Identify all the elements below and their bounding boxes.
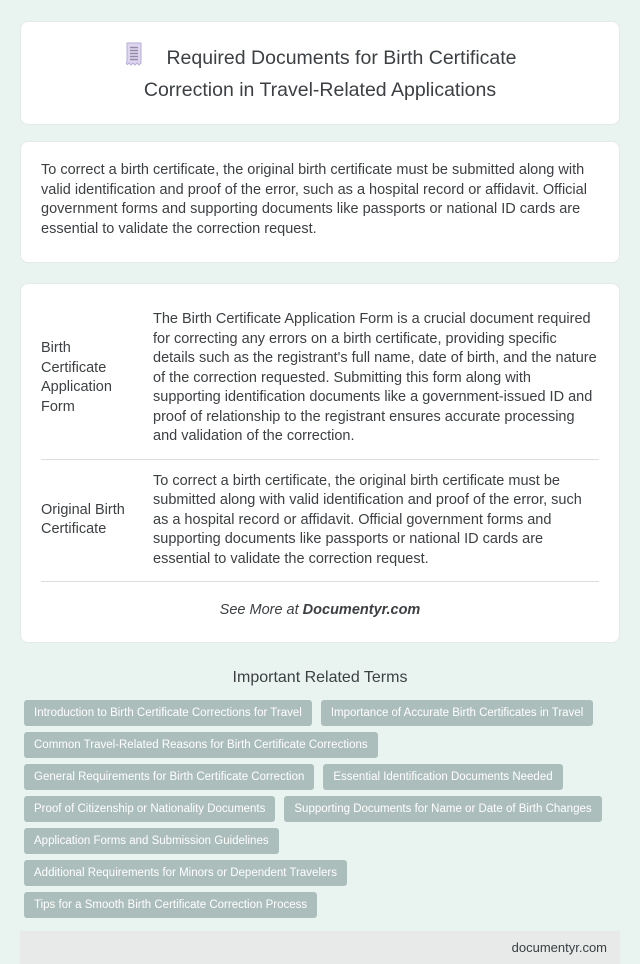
tag-tips-smooth-process[interactable]: Tips for a Smooth Birth Certificate Correction Process: [24, 892, 317, 918]
footer-site-name: documentyr.com: [511, 940, 607, 955]
page-title-text: Required Documents for Birth Certificate Correction in Travel-Related Applications: [143, 47, 517, 101]
see-more-prefix: See More at: [219, 602, 303, 618]
tag-row: [24, 828, 616, 854]
table-row: [41, 459, 599, 582]
tag-supporting-documents[interactable]: Supporting Documents for Name or Date of Birth Changes: [284, 796, 601, 822]
intro-card: [20, 141, 620, 263]
tag-essential-identification[interactable]: Essential Identification Documents Needed: [323, 764, 562, 790]
document-description: The Birth Certificate Application Form is a crucial document required for correcting any errors on a birth certificate, providing specific details such as the registrant's full name, date of birth, and the nature of the correction requested. Submitting this form along with supporting identification documents like a government-issued ID and proof of relationship to the registrant ensures accurate processing and validation of the correction.: [153, 298, 599, 459]
document-description: To correct a birth certificate, the original birth certificate must be submitted along with valid identification and proof of the error, such as a hospital record or affidavit. Official government forms and supporting documents like passports or national ID cards are essential to validate the correction request.: [153, 459, 599, 582]
tag-introduction-corrections[interactable]: Introduction to Birth Certificate Corrections for Travel: [24, 700, 312, 726]
tag-row: [24, 764, 616, 790]
receipt-icon: [123, 42, 144, 76]
document-name: Birth Certificate Application Form: [41, 298, 153, 459]
intro-text: To correct a birth certificate, the original birth certificate must be submitted along with valid identification and proof of the error, such as a hospital record or affidavit. Official government forms and supporting documents like passports or national ID cards are essential to validate the correction request.: [41, 162, 587, 237]
documents-table: [41, 298, 599, 582]
tag-row: [24, 796, 616, 822]
brand-name: Documentyr.com: [302, 602, 421, 618]
document-name: Original Birth Certificate: [41, 459, 153, 582]
tag-additional-requirements-minors[interactable]: Additional Requirements for Minors or Dependent Travelers: [24, 860, 347, 886]
header-card: [20, 21, 620, 125]
tag-common-reasons[interactable]: Common Travel-Related Reasons for Birth Certificate Corrections: [24, 732, 378, 758]
tag-row: [24, 732, 616, 758]
see-more-line: [41, 602, 599, 618]
page-title: [85, 42, 555, 104]
tag-importance-accurate[interactable]: Importance of Accurate Birth Certificates in Travel: [321, 700, 593, 726]
tag-row: [24, 892, 616, 918]
tag-application-forms[interactable]: Application Forms and Submission Guidelines: [24, 828, 279, 854]
related-terms-tags: [20, 700, 620, 918]
related-terms-heading: Important Related Terms: [232, 669, 408, 686]
footer-bar: [20, 931, 620, 964]
tag-row: [24, 700, 616, 726]
tag-general-requirements[interactable]: General Requirements for Birth Certificate Correction: [24, 764, 314, 790]
tag-row: [24, 860, 616, 886]
table-row: [41, 298, 599, 459]
tag-proof-citizenship[interactable]: Proof of Citizenship or Nationality Documents: [24, 796, 275, 822]
documents-card: [20, 283, 620, 643]
